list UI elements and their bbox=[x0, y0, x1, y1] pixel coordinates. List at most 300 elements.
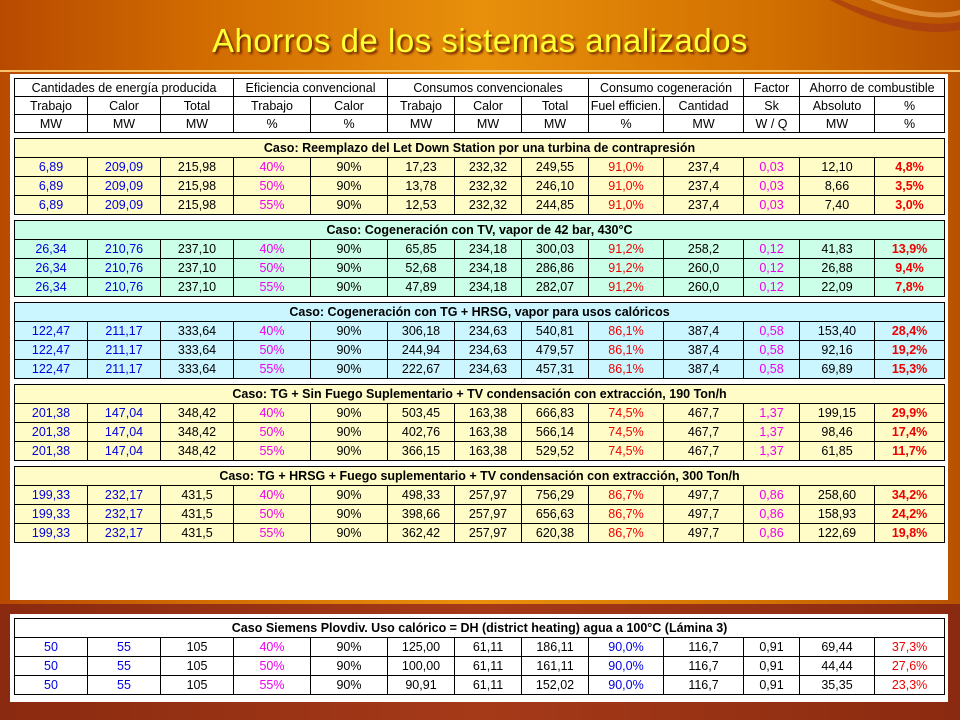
table-cell: 244,85 bbox=[522, 196, 589, 215]
table-cell: 3,0% bbox=[875, 196, 945, 215]
table-cell: 333,64 bbox=[161, 360, 234, 379]
header-column-cell: Trabajo bbox=[388, 97, 455, 115]
table-cell: 540,81 bbox=[522, 322, 589, 341]
header-column-cell: Total bbox=[522, 97, 589, 115]
case-title-row bbox=[15, 467, 945, 486]
header-group-cell: Cantidades de energía producida bbox=[15, 79, 234, 97]
table-cell: 90% bbox=[311, 486, 388, 505]
main-table-panel bbox=[10, 74, 948, 600]
table-cell: 666,83 bbox=[522, 404, 589, 423]
table-cell: 0,12 bbox=[744, 259, 800, 278]
table-cell: 201,38 bbox=[15, 442, 88, 461]
table-cell: 158,93 bbox=[800, 505, 875, 524]
header-unit-cell: % bbox=[589, 115, 664, 133]
table-cell: 69,89 bbox=[800, 360, 875, 379]
table-row bbox=[15, 259, 945, 278]
table-cell: 22,09 bbox=[800, 278, 875, 297]
table-cell: 479,57 bbox=[522, 341, 589, 360]
table-cell: 90% bbox=[311, 657, 388, 676]
table-cell: 237,10 bbox=[161, 278, 234, 297]
header-unit-cell: % bbox=[311, 115, 388, 133]
table-cell: 0,91 bbox=[744, 676, 800, 695]
table-cell: 28,4% bbox=[875, 322, 945, 341]
table-cell: 211,17 bbox=[88, 360, 161, 379]
table-cell: 40% bbox=[234, 404, 311, 423]
table-cell: 13,9% bbox=[875, 240, 945, 259]
table-cell: 90% bbox=[311, 322, 388, 341]
table-cell: 348,42 bbox=[161, 442, 234, 461]
table-cell: 91,2% bbox=[589, 259, 664, 278]
table-cell: 90% bbox=[311, 196, 388, 215]
table-cell: 55 bbox=[88, 638, 161, 657]
table-cell: 122,47 bbox=[15, 360, 88, 379]
table-cell: 234,63 bbox=[455, 341, 522, 360]
table-cell: 24,2% bbox=[875, 505, 945, 524]
table-cell: 0,86 bbox=[744, 505, 800, 524]
table-cell: 55 bbox=[88, 676, 161, 695]
table-cell: 90% bbox=[311, 360, 388, 379]
table-cell: 186,11 bbox=[522, 638, 589, 657]
table-cell: 209,09 bbox=[88, 158, 161, 177]
table-cell: 503,45 bbox=[388, 404, 455, 423]
table-cell: 6,89 bbox=[15, 158, 88, 177]
table-cell: 69,44 bbox=[800, 638, 875, 657]
header-column-cell: Sk bbox=[744, 97, 800, 115]
case-title: Caso: Cogeneración con TV, vapor de 42 bar, 430°C bbox=[15, 221, 945, 240]
table-row bbox=[15, 322, 945, 341]
table-cell: 27,6% bbox=[875, 657, 945, 676]
table-cell: 258,60 bbox=[800, 486, 875, 505]
table-cell: 234,18 bbox=[455, 259, 522, 278]
table-cell: 37,3% bbox=[875, 638, 945, 657]
table-row bbox=[15, 524, 945, 543]
table-cell: 19,2% bbox=[875, 341, 945, 360]
table-cell: 215,98 bbox=[161, 196, 234, 215]
table-cell: 50 bbox=[15, 657, 88, 676]
table-cell: 209,09 bbox=[88, 196, 161, 215]
table-cell: 90% bbox=[311, 638, 388, 657]
header-unit-cell: MW bbox=[800, 115, 875, 133]
table-cell: 29,9% bbox=[875, 404, 945, 423]
table-row bbox=[15, 638, 945, 657]
table-cell: 12,10 bbox=[800, 158, 875, 177]
table-cell: 90% bbox=[311, 442, 388, 461]
table-cell: 61,11 bbox=[455, 657, 522, 676]
table-cell: 55% bbox=[234, 278, 311, 297]
table-cell: 74,5% bbox=[589, 442, 664, 461]
table-cell: 7,8% bbox=[875, 278, 945, 297]
table-cell: 163,38 bbox=[455, 442, 522, 461]
table-cell: 232,17 bbox=[88, 505, 161, 524]
table-cell: 90% bbox=[311, 158, 388, 177]
siemens-table-panel bbox=[10, 614, 948, 702]
table-cell: 199,33 bbox=[15, 505, 88, 524]
table-cell: 0,58 bbox=[744, 322, 800, 341]
table-cell: 0,12 bbox=[744, 240, 800, 259]
case-title: Caso: Reemplazo del Let Down Station por una turbina de contrapresión bbox=[15, 139, 945, 158]
table-cell: 8,66 bbox=[800, 177, 875, 196]
table-cell: 44,44 bbox=[800, 657, 875, 676]
table-cell: 209,09 bbox=[88, 177, 161, 196]
table-cell: 116,7 bbox=[664, 657, 744, 676]
header-group-cell: Factor bbox=[744, 79, 800, 97]
table-cell: 50 bbox=[15, 676, 88, 695]
table-cell: 17,4% bbox=[875, 423, 945, 442]
table-cell: 201,38 bbox=[15, 404, 88, 423]
table-cell: 26,88 bbox=[800, 259, 875, 278]
table-cell: 1,37 bbox=[744, 404, 800, 423]
header-group-cell: Consumo cogeneración bbox=[589, 79, 744, 97]
table-cell: 199,33 bbox=[15, 486, 88, 505]
table-cell: 234,63 bbox=[455, 322, 522, 341]
table-cell: 90% bbox=[311, 505, 388, 524]
table-cell: 199,33 bbox=[15, 524, 88, 543]
table-cell: 232,17 bbox=[88, 486, 161, 505]
case-title-row bbox=[15, 139, 945, 158]
table-cell: 50% bbox=[234, 657, 311, 676]
table-cell: 125,00 bbox=[388, 638, 455, 657]
table-cell: 402,76 bbox=[388, 423, 455, 442]
table-row bbox=[15, 360, 945, 379]
table-cell: 74,5% bbox=[589, 423, 664, 442]
table-cell: 41,83 bbox=[800, 240, 875, 259]
table-cell: 6,89 bbox=[15, 177, 88, 196]
header-unit-cell: MW bbox=[664, 115, 744, 133]
savings-table bbox=[14, 78, 945, 543]
table-cell: 40% bbox=[234, 322, 311, 341]
table-cell: 756,29 bbox=[522, 486, 589, 505]
table-cell: 467,7 bbox=[664, 442, 744, 461]
table-cell: 0,58 bbox=[744, 360, 800, 379]
table-cell: 90% bbox=[311, 524, 388, 543]
table-cell: 257,97 bbox=[455, 486, 522, 505]
table-cell: 13,78 bbox=[388, 177, 455, 196]
table-cell: 387,4 bbox=[664, 322, 744, 341]
header-group-cell: Eficiencia convencional bbox=[234, 79, 388, 97]
table-cell: 222,67 bbox=[388, 360, 455, 379]
table-cell: 282,07 bbox=[522, 278, 589, 297]
table-cell: 210,76 bbox=[88, 240, 161, 259]
siemens-table bbox=[14, 618, 945, 695]
table-cell: 467,7 bbox=[664, 404, 744, 423]
table-cell: 55% bbox=[234, 676, 311, 695]
table-cell: 15,3% bbox=[875, 360, 945, 379]
header-unit-cell: W / Q bbox=[744, 115, 800, 133]
table-cell: 211,17 bbox=[88, 341, 161, 360]
table-cell: 40% bbox=[234, 486, 311, 505]
table-cell: 286,86 bbox=[522, 259, 589, 278]
table-cell: 348,42 bbox=[161, 404, 234, 423]
table-cell: 163,38 bbox=[455, 404, 522, 423]
header-group-cell: Consumos convencionales bbox=[388, 79, 589, 97]
table-cell: 147,04 bbox=[88, 442, 161, 461]
table-cell: 90,0% bbox=[589, 676, 664, 695]
table-cell: 398,66 bbox=[388, 505, 455, 524]
table-cell: 90% bbox=[311, 404, 388, 423]
table-cell: 232,17 bbox=[88, 524, 161, 543]
table-cell: 90% bbox=[311, 676, 388, 695]
table-cell: 90% bbox=[311, 259, 388, 278]
header-unit-cell: MW bbox=[455, 115, 522, 133]
header-unit-cell: % bbox=[875, 115, 945, 133]
header-column-cell: Fuel efficien. bbox=[589, 97, 664, 115]
table-row bbox=[15, 404, 945, 423]
header-column-cell: Calor bbox=[311, 97, 388, 115]
table-cell: 86,1% bbox=[589, 322, 664, 341]
table-row bbox=[15, 196, 945, 215]
table-cell: 55% bbox=[234, 196, 311, 215]
table-cell: 61,11 bbox=[455, 676, 522, 695]
table-cell: 232,32 bbox=[455, 158, 522, 177]
table-cell: 0,03 bbox=[744, 196, 800, 215]
table-row bbox=[15, 341, 945, 360]
table-cell: 61,11 bbox=[455, 638, 522, 657]
table-cell: 90% bbox=[311, 177, 388, 196]
table-cell: 457,31 bbox=[522, 360, 589, 379]
table-cell: 348,42 bbox=[161, 423, 234, 442]
table-cell: 656,63 bbox=[522, 505, 589, 524]
table-cell: 497,7 bbox=[664, 505, 744, 524]
table-cell: 91,0% bbox=[589, 196, 664, 215]
table-cell: 90% bbox=[311, 423, 388, 442]
table-cell: 105 bbox=[161, 657, 234, 676]
table-cell: 50 bbox=[15, 638, 88, 657]
table-cell: 26,34 bbox=[15, 240, 88, 259]
table-cell: 0,12 bbox=[744, 278, 800, 297]
table-row bbox=[15, 177, 945, 196]
header-column-cell: Absoluto bbox=[800, 97, 875, 115]
table-cell: 234,18 bbox=[455, 278, 522, 297]
table-cell: 237,10 bbox=[161, 240, 234, 259]
table-row bbox=[15, 278, 945, 297]
header-unit-cell: MW bbox=[88, 115, 161, 133]
table-cell: 249,55 bbox=[522, 158, 589, 177]
table-cell: 161,11 bbox=[522, 657, 589, 676]
table-cell: 91,2% bbox=[589, 278, 664, 297]
table-cell: 55% bbox=[234, 360, 311, 379]
table-cell: 40% bbox=[234, 638, 311, 657]
header-column-cell: Calor bbox=[88, 97, 161, 115]
header-unit-cell: % bbox=[234, 115, 311, 133]
table-cell: 23,3% bbox=[875, 676, 945, 695]
table-cell: 50% bbox=[234, 259, 311, 278]
table-cell: 199,15 bbox=[800, 404, 875, 423]
table-cell: 90,0% bbox=[589, 657, 664, 676]
header-column-cell: Cantidad bbox=[664, 97, 744, 115]
table-cell: 333,64 bbox=[161, 341, 234, 360]
table-cell: 55 bbox=[88, 657, 161, 676]
case-title: Caso: TG + HRSG + Fuego suplementario + TV condensación con extracción, 300 Ton/h bbox=[15, 467, 945, 486]
table-cell: 12,53 bbox=[388, 196, 455, 215]
table-cell: 333,64 bbox=[161, 322, 234, 341]
table-cell: 306,18 bbox=[388, 322, 455, 341]
header-column-cell: Total bbox=[161, 97, 234, 115]
table-cell: 237,4 bbox=[664, 158, 744, 177]
table-cell: 620,38 bbox=[522, 524, 589, 543]
table-cell: 55% bbox=[234, 442, 311, 461]
table-cell: 47,89 bbox=[388, 278, 455, 297]
table-cell: 91,2% bbox=[589, 240, 664, 259]
table-row bbox=[15, 442, 945, 461]
case-title: Caso: Cogeneración con TG + HRSG, vapor para usos calóricos bbox=[15, 303, 945, 322]
table-cell: 0,91 bbox=[744, 638, 800, 657]
table-cell: 366,15 bbox=[388, 442, 455, 461]
table-cell: 147,04 bbox=[88, 423, 161, 442]
table-cell: 4,8% bbox=[875, 158, 945, 177]
table-cell: 1,37 bbox=[744, 423, 800, 442]
table-cell: 0,86 bbox=[744, 524, 800, 543]
table-cell: 6,89 bbox=[15, 196, 88, 215]
table-cell: 11,7% bbox=[875, 442, 945, 461]
table-cell: 0,91 bbox=[744, 657, 800, 676]
table-cell: 50% bbox=[234, 423, 311, 442]
table-cell: 122,69 bbox=[800, 524, 875, 543]
table-cell: 98,46 bbox=[800, 423, 875, 442]
table-cell: 7,40 bbox=[800, 196, 875, 215]
table-cell: 0,03 bbox=[744, 177, 800, 196]
table-row bbox=[15, 676, 945, 695]
table-cell: 105 bbox=[161, 638, 234, 657]
case-title-row bbox=[15, 303, 945, 322]
table-cell: 431,5 bbox=[161, 505, 234, 524]
table-cell: 300,03 bbox=[522, 240, 589, 259]
header-column-row bbox=[15, 97, 945, 115]
table-cell: 234,18 bbox=[455, 240, 522, 259]
header-unit-cell: MW bbox=[522, 115, 589, 133]
table-cell: 90% bbox=[311, 278, 388, 297]
header-unit-cell: MW bbox=[388, 115, 455, 133]
table-cell: 215,98 bbox=[161, 158, 234, 177]
table-cell: 116,7 bbox=[664, 676, 744, 695]
header-column-cell: Trabajo bbox=[15, 97, 88, 115]
table-cell: 91,0% bbox=[589, 158, 664, 177]
table-cell: 50% bbox=[234, 341, 311, 360]
table-cell: 90,0% bbox=[589, 638, 664, 657]
table-cell: 431,5 bbox=[161, 524, 234, 543]
table-cell: 100,00 bbox=[388, 657, 455, 676]
table-cell: 122,47 bbox=[15, 341, 88, 360]
table-cell: 258,2 bbox=[664, 240, 744, 259]
table-cell: 0,86 bbox=[744, 486, 800, 505]
table-cell: 19,8% bbox=[875, 524, 945, 543]
table-cell: 61,85 bbox=[800, 442, 875, 461]
table-cell: 50% bbox=[234, 177, 311, 196]
table-cell: 74,5% bbox=[589, 404, 664, 423]
table-cell: 91,0% bbox=[589, 177, 664, 196]
table-cell: 86,1% bbox=[589, 360, 664, 379]
table-row bbox=[15, 486, 945, 505]
table-cell: 152,02 bbox=[522, 676, 589, 695]
table-row bbox=[15, 240, 945, 259]
table-cell: 116,7 bbox=[664, 638, 744, 657]
table-cell: 90% bbox=[311, 341, 388, 360]
table-cell: 387,4 bbox=[664, 360, 744, 379]
table-cell: 9,4% bbox=[875, 259, 945, 278]
table-cell: 431,5 bbox=[161, 486, 234, 505]
table-cell: 92,16 bbox=[800, 341, 875, 360]
case-title-row bbox=[15, 385, 945, 404]
table-cell: 232,32 bbox=[455, 196, 522, 215]
table-cell: 105 bbox=[161, 676, 234, 695]
table-cell: 244,94 bbox=[388, 341, 455, 360]
table-cell: 215,98 bbox=[161, 177, 234, 196]
table-row bbox=[15, 657, 945, 676]
table-cell: 566,14 bbox=[522, 423, 589, 442]
table-cell: 201,38 bbox=[15, 423, 88, 442]
table-cell: 86,7% bbox=[589, 524, 664, 543]
table-cell: 0,03 bbox=[744, 158, 800, 177]
header-group-cell: Ahorro de combustible bbox=[800, 79, 945, 97]
table-cell: 65,85 bbox=[388, 240, 455, 259]
table-cell: 90,91 bbox=[388, 676, 455, 695]
table-cell: 362,42 bbox=[388, 524, 455, 543]
table-cell: 52,68 bbox=[388, 259, 455, 278]
table-cell: 35,35 bbox=[800, 676, 875, 695]
table-cell: 50% bbox=[234, 505, 311, 524]
table-cell: 237,4 bbox=[664, 177, 744, 196]
table-cell: 246,10 bbox=[522, 177, 589, 196]
table-cell: 498,33 bbox=[388, 486, 455, 505]
header-unit-row bbox=[15, 115, 945, 133]
case-title-row bbox=[15, 619, 945, 638]
table-cell: 122,47 bbox=[15, 322, 88, 341]
table-row bbox=[15, 505, 945, 524]
table-cell: 211,17 bbox=[88, 322, 161, 341]
slide-title: Ahorros de los sistemas analizados bbox=[211, 22, 749, 59]
table-cell: 40% bbox=[234, 240, 311, 259]
table-cell: 86,1% bbox=[589, 341, 664, 360]
table-row bbox=[15, 158, 945, 177]
table-row bbox=[15, 423, 945, 442]
case-title: Caso Siemens Plovdiv. Uso calórico = DH (district heating) agua a 100°C (Lámina 3) bbox=[15, 619, 945, 638]
table-cell: 237,10 bbox=[161, 259, 234, 278]
table-cell: 0,58 bbox=[744, 341, 800, 360]
table-cell: 467,7 bbox=[664, 423, 744, 442]
header-column-cell: % bbox=[875, 97, 945, 115]
table-cell: 26,34 bbox=[15, 278, 88, 297]
header-column-cell: Calor bbox=[455, 97, 522, 115]
table-cell: 90% bbox=[311, 240, 388, 259]
table-cell: 86,7% bbox=[589, 505, 664, 524]
table-cell: 17,23 bbox=[388, 158, 455, 177]
table-cell: 40% bbox=[234, 158, 311, 177]
table-cell: 260,0 bbox=[664, 278, 744, 297]
table-cell: 497,7 bbox=[664, 524, 744, 543]
header-unit-cell: MW bbox=[161, 115, 234, 133]
table-cell: 163,38 bbox=[455, 423, 522, 442]
table-cell: 234,63 bbox=[455, 360, 522, 379]
table-cell: 26,34 bbox=[15, 259, 88, 278]
table-cell: 1,37 bbox=[744, 442, 800, 461]
table-cell: 147,04 bbox=[88, 404, 161, 423]
table-cell: 529,52 bbox=[522, 442, 589, 461]
table-cell: 260,0 bbox=[664, 259, 744, 278]
header-unit-cell: MW bbox=[15, 115, 88, 133]
table-cell: 237,4 bbox=[664, 196, 744, 215]
table-cell: 387,4 bbox=[664, 341, 744, 360]
table-cell: 497,7 bbox=[664, 486, 744, 505]
table-cell: 55% bbox=[234, 524, 311, 543]
table-cell: 34,2% bbox=[875, 486, 945, 505]
table-cell: 3,5% bbox=[875, 177, 945, 196]
case-title: Caso: TG + Sin Fuego Suplementario + TV condensación con extracción, 190 Ton/h bbox=[15, 385, 945, 404]
table-cell: 86,7% bbox=[589, 486, 664, 505]
table-cell: 232,32 bbox=[455, 177, 522, 196]
title-rule bbox=[0, 70, 960, 72]
case-title-row bbox=[15, 221, 945, 240]
table-cell: 210,76 bbox=[88, 278, 161, 297]
header-column-cell: Trabajo bbox=[234, 97, 311, 115]
